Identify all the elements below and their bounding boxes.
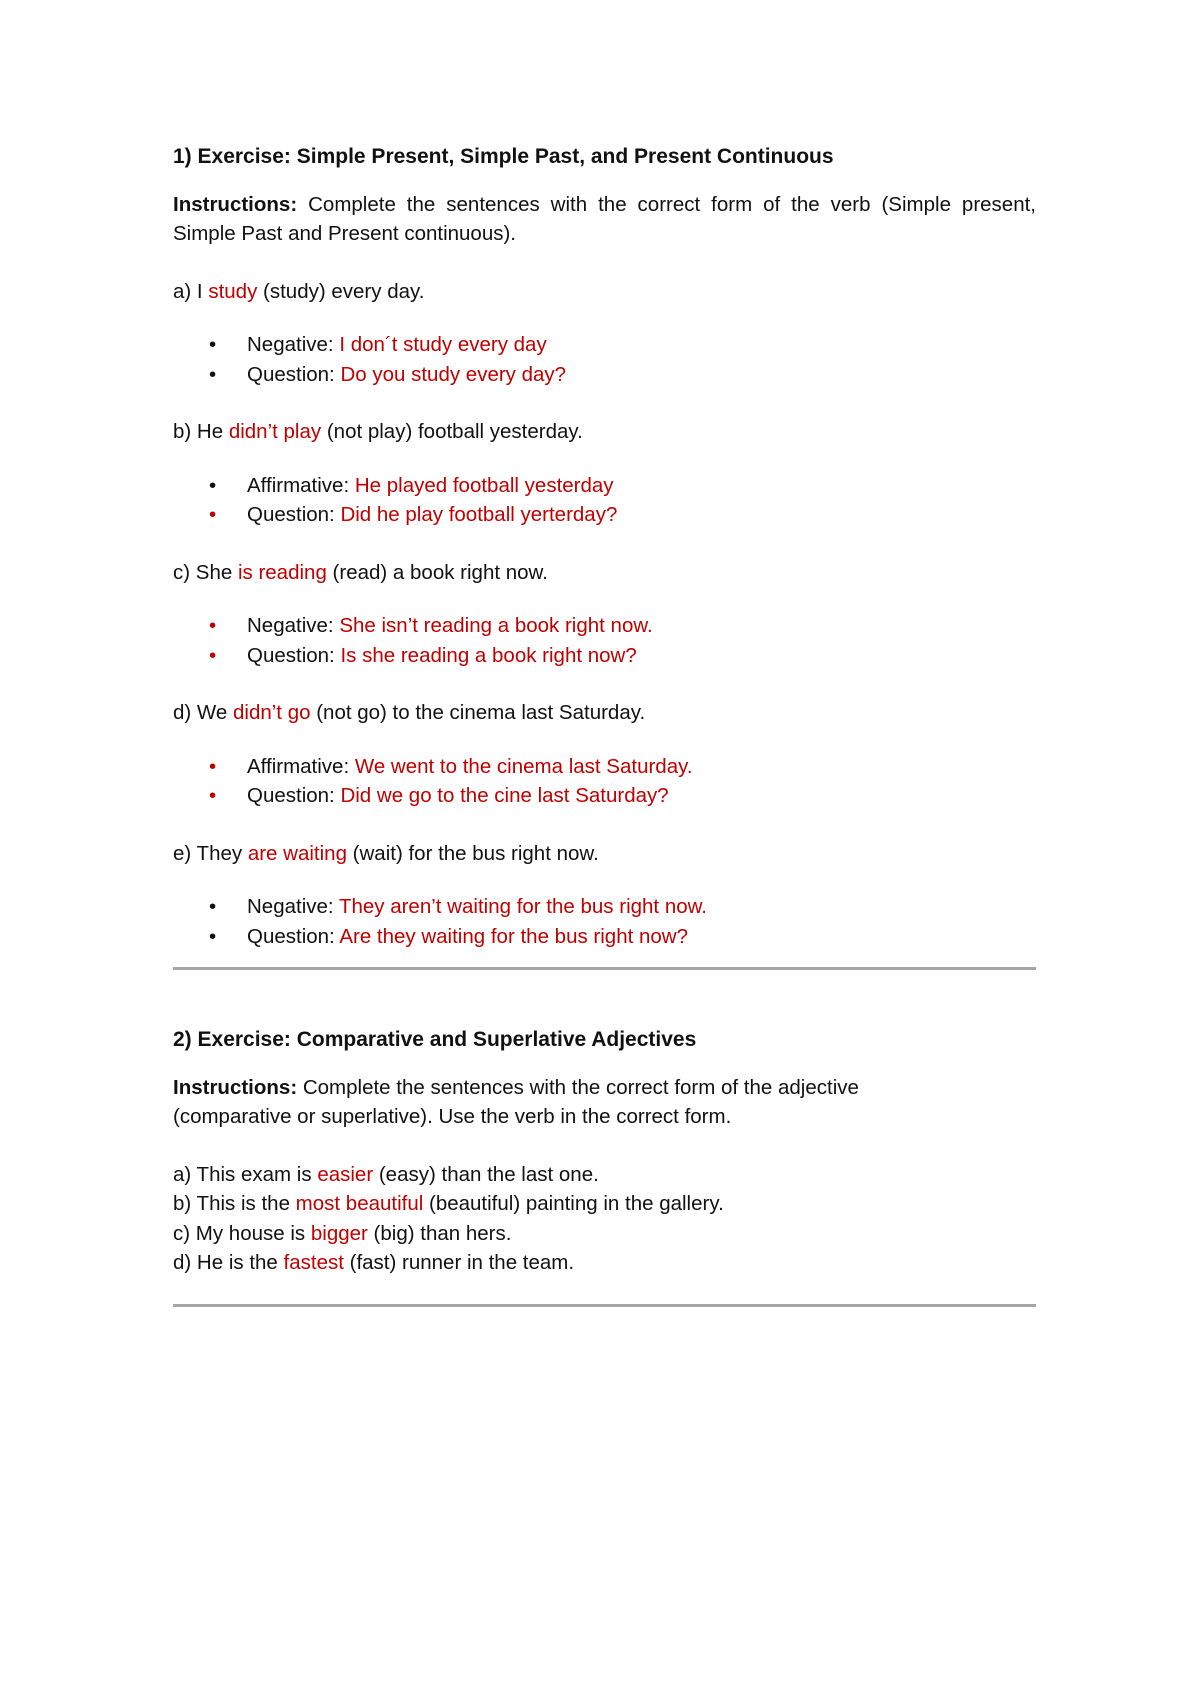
question-e <box>173 839 1036 869</box>
question-text: d) He is the <box>173 1251 284 1274</box>
list-item <box>209 360 1036 390</box>
question-text: (not go) to the cinema last Saturday. <box>310 701 646 724</box>
answer-text: are waiting <box>247 841 347 865</box>
answer-text: easier <box>317 1162 374 1186</box>
instructions-text: Complete the sentences with the correct form of the verb (Simple present, Simple Past and Present continuous). <box>173 192 1036 245</box>
sub-label: Question: <box>247 503 341 526</box>
sub-label: Question: <box>247 784 341 807</box>
answer-text: We went to the cinema last Saturday. <box>354 754 693 778</box>
list-item <box>209 752 1036 782</box>
list-item <box>209 641 1036 671</box>
question-c-transformations <box>173 611 1036 670</box>
list-item <box>209 611 1036 641</box>
question-text: (study) every day. <box>257 279 425 303</box>
list-item <box>173 1248 1036 1278</box>
question-text: c) She <box>173 560 238 584</box>
answer-text: didn’t play <box>228 420 322 443</box>
answer-text: He played football yesterday <box>354 473 614 497</box>
answer-text: study <box>208 279 258 303</box>
question-text: (big) than hers. <box>367 1221 512 1245</box>
list-item <box>173 1160 1036 1190</box>
sub-label: Question: <box>247 924 340 948</box>
sub-label: Negative: <box>247 614 340 637</box>
question-text: a) I <box>173 279 209 303</box>
instructions-text: Complete the sentences with the correct form of the adjective (comparative or superlative). Use the verb in the correct form. <box>173 1075 859 1128</box>
question-text: (easy) than the last one. <box>373 1162 599 1186</box>
list-item <box>209 330 1036 360</box>
question-e-transformations <box>173 892 1036 951</box>
adjective-questions <box>173 1160 1036 1278</box>
sub-label: Affirmative: <box>247 754 355 778</box>
exercise-1-instructions <box>173 190 1036 249</box>
answer-text: bigger <box>310 1221 368 1245</box>
question-b-transformations <box>173 471 1036 530</box>
answer-text: Did he play football yerterday? <box>340 503 618 526</box>
question-text: (wait) for the bus right now. <box>346 841 599 865</box>
answer-text: Are they waiting for the bus right now? <box>339 924 689 948</box>
question-text: c) My house is <box>173 1221 311 1245</box>
exercise-2-title: 2) Exercise: Comparative and Superlative Adjectives <box>173 1028 697 1051</box>
question-d-transformations <box>173 752 1036 811</box>
question-text: (beautiful) painting in the gallery. <box>423 1192 724 1215</box>
list-item <box>209 500 1036 530</box>
sub-label: Negative: <box>247 895 339 918</box>
section-divider <box>173 1304 1036 1307</box>
instructions-label: Instructions: <box>173 192 298 216</box>
sub-label: Question: <box>247 643 341 667</box>
list-item <box>209 892 1036 922</box>
question-text: (fast) runner in the team. <box>343 1251 575 1274</box>
question-a-transformations <box>173 330 1036 389</box>
answer-text: didn’t go <box>233 701 311 724</box>
answer-text: She isn’t reading a book right now. <box>339 614 653 637</box>
list-item <box>209 471 1036 501</box>
exercise-2-instructions <box>173 1073 933 1132</box>
answer-text: Is she reading a book right now? <box>340 643 637 667</box>
question-text: a) This exam is <box>173 1162 318 1186</box>
answer-text: fastest <box>283 1251 344 1274</box>
sub-label: Question: <box>247 362 341 386</box>
question-text: e) They <box>173 841 248 865</box>
question-b <box>173 417 1036 447</box>
answer-text: Did we go to the cine last Saturday? <box>340 784 669 807</box>
answer-text: They aren’t waiting for the bus right now. <box>338 895 707 918</box>
list-item <box>173 1189 1036 1219</box>
instructions-label: Instructions: <box>173 1075 298 1099</box>
question-text: (read) a book right now. <box>326 560 548 584</box>
answer-text: Do you study every day? <box>340 362 567 386</box>
exercise-1-title: 1) Exercise: Simple Present, Simple Past, and Present Continuous <box>173 145 834 168</box>
question-text: (not play) football yesterday. <box>321 420 583 443</box>
sub-label: Negative: <box>247 333 340 356</box>
sub-label: Affirmative: <box>247 473 355 497</box>
answer-text: is reading <box>237 560 327 584</box>
answer-text: I don´t study every day <box>339 333 547 356</box>
section-divider <box>173 967 1036 970</box>
answer-text: most beautiful <box>295 1192 424 1215</box>
question-text: b) This is the <box>173 1192 296 1215</box>
question-text: d) We <box>173 701 233 724</box>
list-item <box>209 781 1036 811</box>
list-item <box>173 1219 1036 1249</box>
question-d <box>173 698 1036 728</box>
question-a <box>173 277 1036 307</box>
question-text: b) He <box>173 420 229 443</box>
list-item <box>209 922 1036 952</box>
question-c <box>173 558 1036 588</box>
